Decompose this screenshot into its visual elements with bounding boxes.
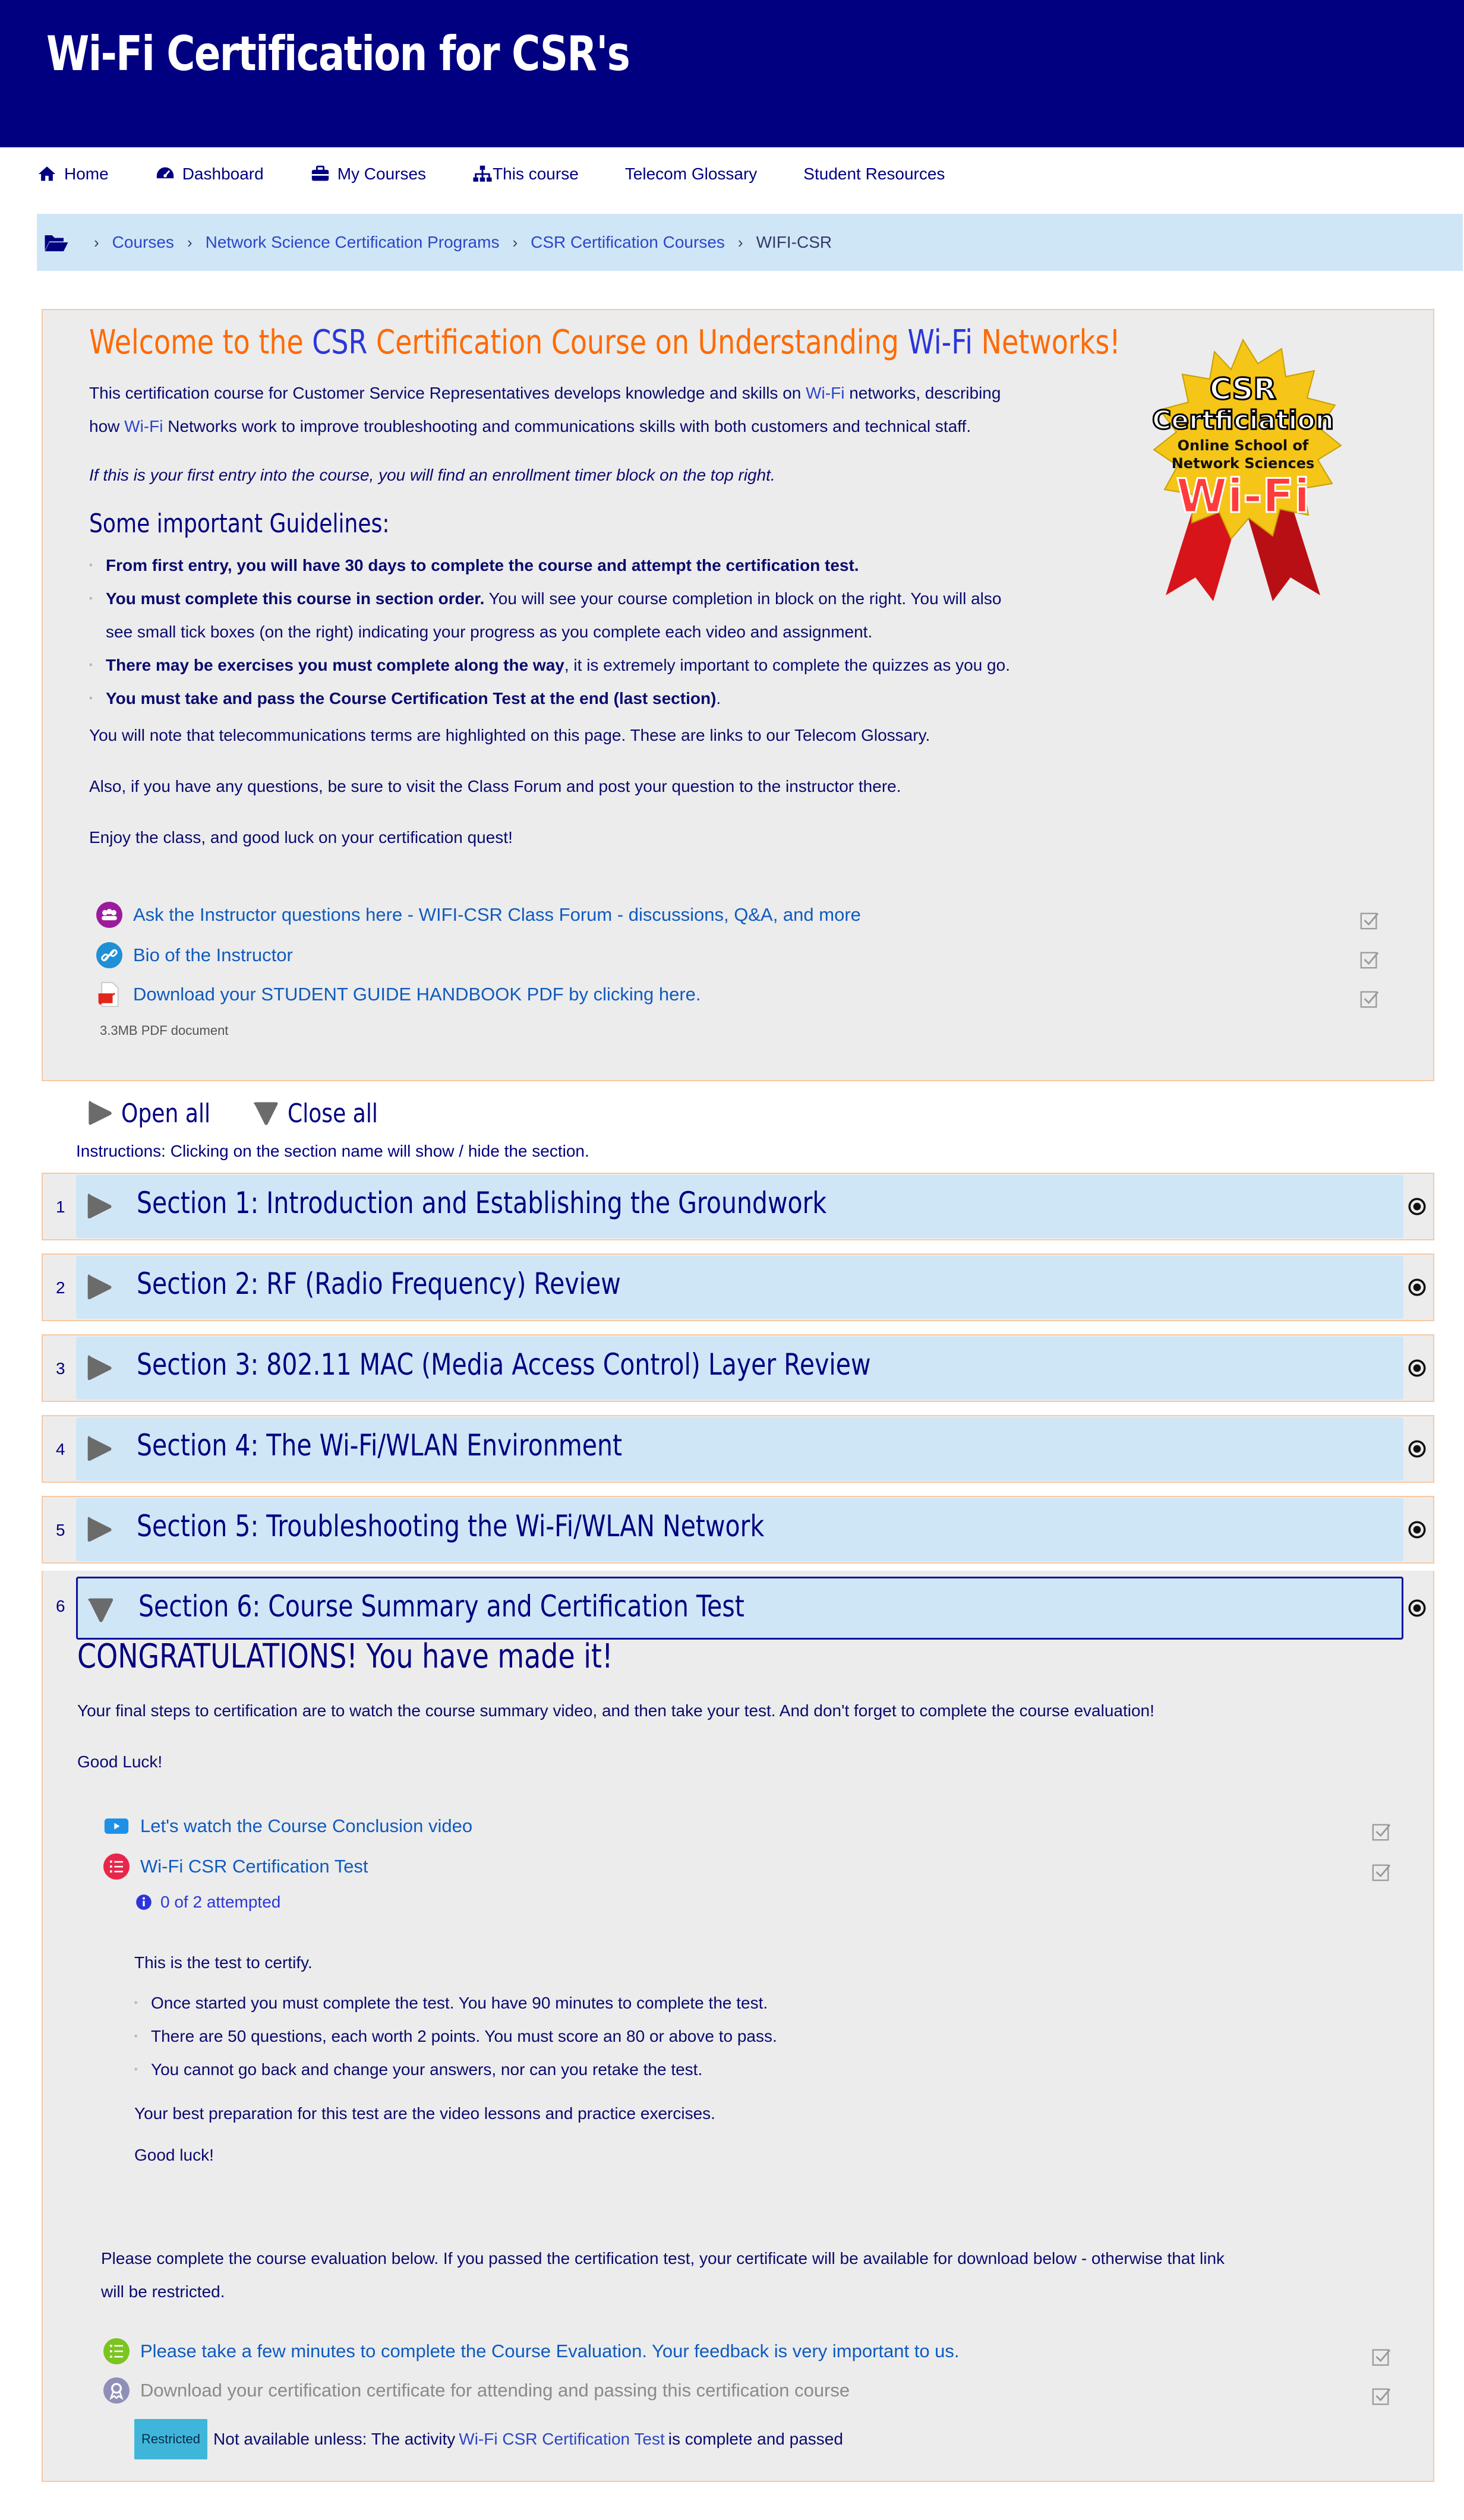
activity-label: Download your certification certificate for attending and passing this certification course [140,2380,850,2401]
completion-checkbox-icon[interactable] [1371,2386,1392,2406]
course-section-2 [42,1253,1434,1321]
badge-text-certification: Certficiation [1151,405,1334,435]
quiz-icon [103,1853,130,1880]
intro-heading: Welcome to the CSR Certification Course on Understanding Wi-Fi Networks! [89,323,1121,362]
url-link-icon [96,942,122,968]
list-item: ◦ From first entry, you will have 30 days to complete the course and attempt the certification test. [89,549,1123,582]
collapse-arrow-icon [84,1593,118,1627]
activity-course-evaluation[interactable] [103,2338,960,2364]
completion-checkbox-icon[interactable] [1359,989,1380,1009]
forum-icon [96,902,122,928]
section-number: 2 [56,1278,65,1297]
nav-dashboard[interactable] [155,164,264,184]
collapse-arrow-icon [250,1097,283,1130]
badge-text-network: Network Sciences [1171,455,1315,472]
feedback-icon [103,2338,130,2364]
completion-checkbox-icon[interactable] [1371,2347,1392,2367]
badge-text-csr: CSR [1209,372,1277,406]
glossary-note: You will note that telecommunications terms are highlighted on this page. These are links to our Telecom Glossary. [89,726,930,744]
nav-telecom-glossary[interactable] [625,165,758,184]
activity-label: Please take a few minutes to complete the Course Evaluation. Your feedback is very important to us. [140,2341,960,2361]
section-title: Section 1: Introduction and Establishing the Groundwork [137,1186,827,1220]
info-icon [135,1894,152,1910]
course-intro-panel [42,309,1434,1081]
expand-arrow-icon [82,1512,116,1547]
nav-label: Dashboard [182,165,264,183]
sitemap-icon [472,164,493,184]
course-section-4 [42,1415,1434,1483]
test-preparation-text: Your best preparation for this test are the video lessons and practice exercises. [134,2104,715,2123]
section-title: Section 2: RF (Radio Frequency) Review [137,1267,621,1301]
section-toggle[interactable] [76,1417,1403,1480]
breadcrumb-courses[interactable]: Courses [112,233,174,251]
section-toggle[interactable] [76,1498,1403,1561]
section-title: Section 4: The Wi-Fi/WLAN Environment [137,1428,623,1463]
nav-this-course[interactable] [472,164,579,184]
activity-certification-test[interactable] [103,1853,368,1880]
sections-instructions: Instructions: Clicking on the section name will show / hide the section. [76,1142,589,1160]
csr-certification-badge [1130,334,1356,607]
breadcrumb [37,214,1463,271]
section-number: 5 [56,1521,65,1539]
attempts-info: 0 of 2 attempted [135,1886,280,1919]
nav-label: My Courses [337,165,427,183]
activity-label: Bio of the Instructor [133,945,293,965]
restriction-notice: Restricted Not available unless: The activity Wi-Fi CSR Certification Test is complete and passed [134,2419,843,2459]
course-section-1 [42,1173,1434,1240]
chevron-right-icon: › [737,233,743,251]
chevron-right-icon: › [512,233,518,251]
section-title: Section 3: 802.11 MAC (Media Access Control) Layer Review [137,1347,871,1382]
course-section-6 [42,1571,1434,2482]
activity-label: Ask the Instructor questions here - WIFI-CSR Class Forum - discussions, Q&A, and more [133,904,861,925]
chevron-right-icon: › [94,233,99,251]
activity-label: Let's watch the Course Conclusion video [140,1815,473,1836]
final-steps-text: Your final steps to certification are to watch the course summary video, and then take your test. And don't forget to complete the course evaluation! [77,1701,1154,1720]
section-focus-icon[interactable] [1407,1277,1427,1297]
activity-instructor-bio[interactable] [96,942,293,968]
home-icon [37,164,57,184]
open-all-button[interactable] [83,1097,230,1130]
nav-label: Student Resources [803,165,945,183]
course-section-3 [42,1334,1434,1402]
pdf-size-note: 3.3MB PDF document [100,1023,229,1038]
restricted-badge: Restricted [134,2419,207,2459]
congratulations-heading: CONGRATULATIONS! You have made it! [77,1637,613,1676]
activity-conclusion-video[interactable] [103,1813,472,1839]
intro-paragraph: This certification course for Customer Service Representatives develops knowledge and skills on Wi-Fi networks, describing how Wi-Fi Networks work to improve troubleshooting and communications skills with both customers and technical staff. [89,384,1001,435]
list-item: ◦ There are 50 questions, each worth 2 points. You must score an 80 or above to pass. [134,2020,1168,2053]
section-title: Section 6: Course Summary and Certification Test [138,1589,744,1624]
nav-my-courses[interactable] [310,164,426,184]
course-section-5 [42,1496,1434,1564]
section-focus-icon[interactable] [1407,1520,1427,1540]
chevron-right-icon: › [187,233,193,251]
expand-arrow-icon [82,1270,116,1305]
section-number: 3 [56,1359,65,1378]
nav-label: Home [64,165,109,183]
test-good-luck: Good luck! [134,2146,214,2164]
activity-label: Download your STUDENT GUIDE HANDBOOK PDF by clicking here. [133,984,701,1005]
section-number: 6 [56,1597,65,1615]
badge-text-school: Online School of [1177,437,1309,454]
badge-text-wifi: Wi-Fi [1176,470,1310,523]
enrollment-note: If this is your first entry into the course, you will find an enrollment timer block on the top right. [89,466,775,484]
breadcrumb-network-science[interactable]: Network Science Certification Programs [205,233,500,251]
completion-checkbox-icon[interactable] [1359,949,1380,970]
glossary-link[interactable]: Wi-Fi [124,417,163,435]
section-focus-icon[interactable] [1407,1358,1427,1378]
nav-label: Telecom Glossary [624,165,758,183]
list-item: ◦ You must complete this course in section order. You will see your course completion in block on the right. You will also [89,582,1123,615]
section-toggle[interactable] [76,1337,1403,1400]
nav-home[interactable] [37,164,109,184]
section-focus-icon[interactable] [1407,1196,1427,1217]
expand-arrow-icon [82,1189,116,1224]
evaluation-instructions: Please complete the course evaluation below. If you passed the certification test, your certificate will be available for download below - otherwise that link will be restricted. [101,2249,1225,2301]
certificate-icon [103,2377,130,2404]
primary-navigation [37,156,1427,192]
forum-note: Also, if you have any questions, be sure to visit the Class Forum and post your question to the instructor there. [89,777,901,795]
glossary-link[interactable]: Wi-Fi [806,384,845,402]
activity-certificate-download [103,2377,850,2404]
section-toggle[interactable] [76,1256,1403,1319]
nav-student-resources[interactable] [803,165,945,184]
test-description: This is the test to certify. [134,1953,313,1972]
section-toggle[interactable] [76,1577,1403,1640]
test-rules-list [134,1987,1168,2086]
good-luck-text: Good Luck! [77,1752,163,1771]
completion-checkbox-icon[interactable] [1359,910,1380,930]
list-item: ◦ There may be exercises you must complete along the way, it is extremely important to complete the quizzes as you go. [89,649,1123,682]
close-all-button[interactable] [250,1097,397,1130]
site-header [0,0,1464,147]
list-item-continuation: see small tick boxes (on the right) indicating your progress as you complete each video and assignment. [106,623,873,641]
expand-arrow-icon [83,1097,116,1130]
activity-student-guide-pdf[interactable] [96,981,701,1008]
folder-open-icon [44,232,69,252]
site-title[interactable]: Wi-Fi Certification for CSR's [46,26,630,81]
guidelines-heading: Some important Guidelines: [89,509,390,539]
video-icon [103,1813,130,1839]
expand-arrow-icon [82,1351,116,1385]
list-item: ◦ You must take and pass the Course Certification Test at the end (last section). [89,682,1123,715]
restriction-activity-link[interactable]: Wi-Fi CSR Certification Test [459,2430,665,2448]
section-title: Section 5: Troubleshooting the Wi-Fi/WLAN Network [137,1509,765,1543]
dashboard-icon [155,164,175,184]
nav-label: This course [493,165,579,183]
closing-note: Enjoy the class, and good luck on your certification quest! [89,828,513,847]
section-number: 4 [56,1440,65,1458]
list-item: ◦ Once started you must complete the test. You have 90 minutes to complete the test. [134,1987,1168,2020]
activity-label: Wi-Fi CSR Certification Test [140,1856,368,1877]
list-item: ◦ You cannot go back and change your answers, nor can you retake the test. [134,2053,1168,2086]
section-focus-icon[interactable] [1407,1439,1427,1459]
breadcrumb-csr-courses[interactable]: CSR Certification Courses [531,233,725,251]
close-all-label: Close all [288,1098,378,1129]
expand-arrow-icon [82,1432,116,1466]
section-focus-icon[interactable] [1407,1598,1427,1618]
section-number: 1 [56,1198,65,1216]
guidelines-list [89,549,1123,715]
completion-checkbox-icon[interactable] [1371,1862,1392,1882]
completion-checkbox-icon[interactable] [1371,1821,1392,1842]
pdf-icon [96,981,122,1008]
activity-class-forum[interactable] [96,902,861,928]
section-toggle[interactable] [76,1175,1403,1238]
open-all-label: Open all [121,1098,210,1129]
breadcrumb-current: WIFI-CSR [756,233,832,251]
briefcase-icon [310,164,330,184]
